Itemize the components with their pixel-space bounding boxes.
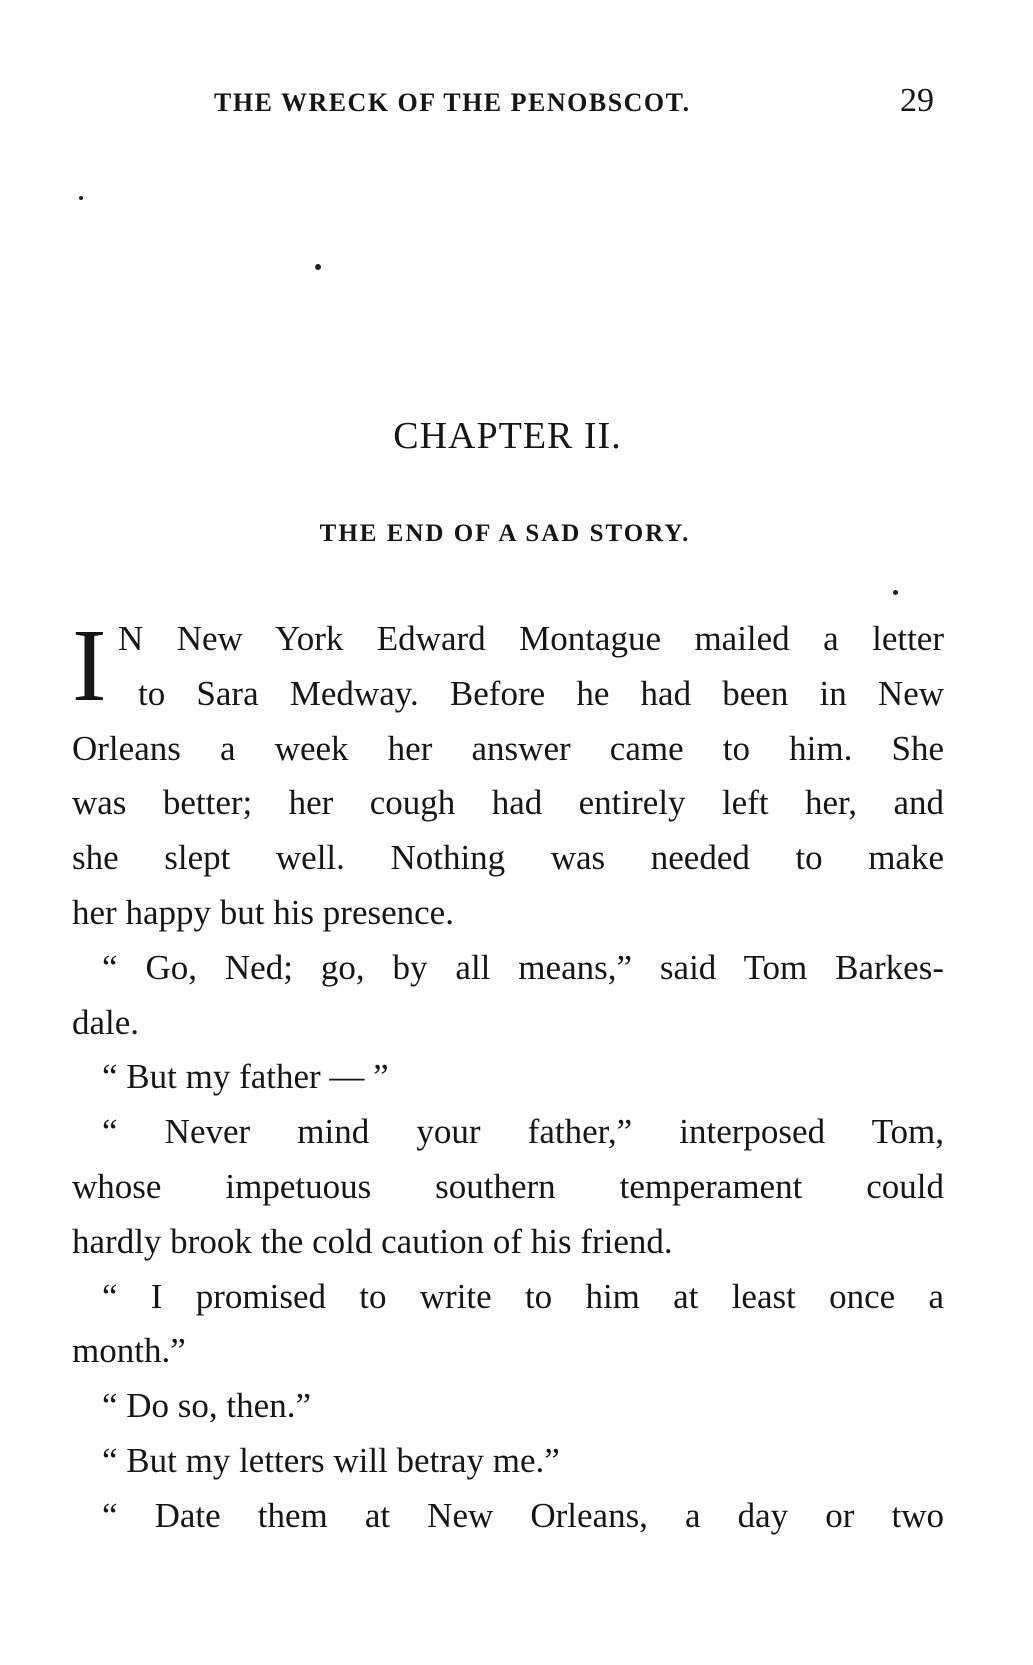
ink-speck: [79, 196, 83, 200]
text-line: [72, 1489, 944, 1544]
ink-speck: [315, 264, 321, 270]
opening-paragraph: [72, 608, 944, 941]
drop-cap: I: [72, 608, 107, 723]
text-line: she slept well. Nothing was needed to make: [72, 838, 944, 878]
text-line-content: “ Never mind your father,” interposed Tom,: [102, 1112, 944, 1152]
text-line: was better; her cough had entirely left her, and: [72, 783, 944, 823]
text-line: whose impetuous southern temperament could: [72, 1166, 944, 1206]
text-line-content: “ But my father — ”: [102, 1057, 389, 1097]
text-line: to Sara Medway. Before he had been in New: [138, 673, 944, 713]
text-line-content: “ I promised to write to him at least once a: [102, 1276, 944, 1316]
text-line-content: “ Go, Ned; go, by all means,” said Tom Barkes-: [102, 947, 944, 987]
text-line: her happy but his presence.: [72, 892, 454, 932]
text-line-content: “ Date them at New Orleans, a day or two: [102, 1495, 944, 1535]
text-line: dale.: [72, 1002, 140, 1042]
chapter-subtitle: THE END OF A SAD STORY.: [319, 520, 691, 547]
text-line: [72, 1379, 944, 1434]
text-line: [72, 1050, 944, 1105]
text-line: hardly brook the cold caution of his friend.: [72, 1221, 673, 1261]
text-line-content: “ Do so, then.”: [102, 1386, 311, 1426]
text-line: [72, 1270, 944, 1325]
text-line: [72, 1105, 944, 1160]
text-line: Orleans a week her answer came to him. She: [72, 728, 944, 768]
chapter-title: CHAPTER II.: [393, 415, 622, 457]
running-head-title: THE WRECK OF THE PENOBSCOT.: [214, 88, 691, 117]
text-line: [72, 941, 944, 996]
text-line-content: “ But my letters will betray me.”: [102, 1440, 560, 1480]
page-number: 29: [900, 82, 934, 119]
text-line: month.”: [72, 1331, 186, 1371]
body-text: [72, 608, 944, 1544]
text-line: N New York Edward Montague mailed a letter: [118, 619, 944, 658]
ink-speck: [893, 590, 898, 595]
text-line: [72, 1434, 944, 1489]
